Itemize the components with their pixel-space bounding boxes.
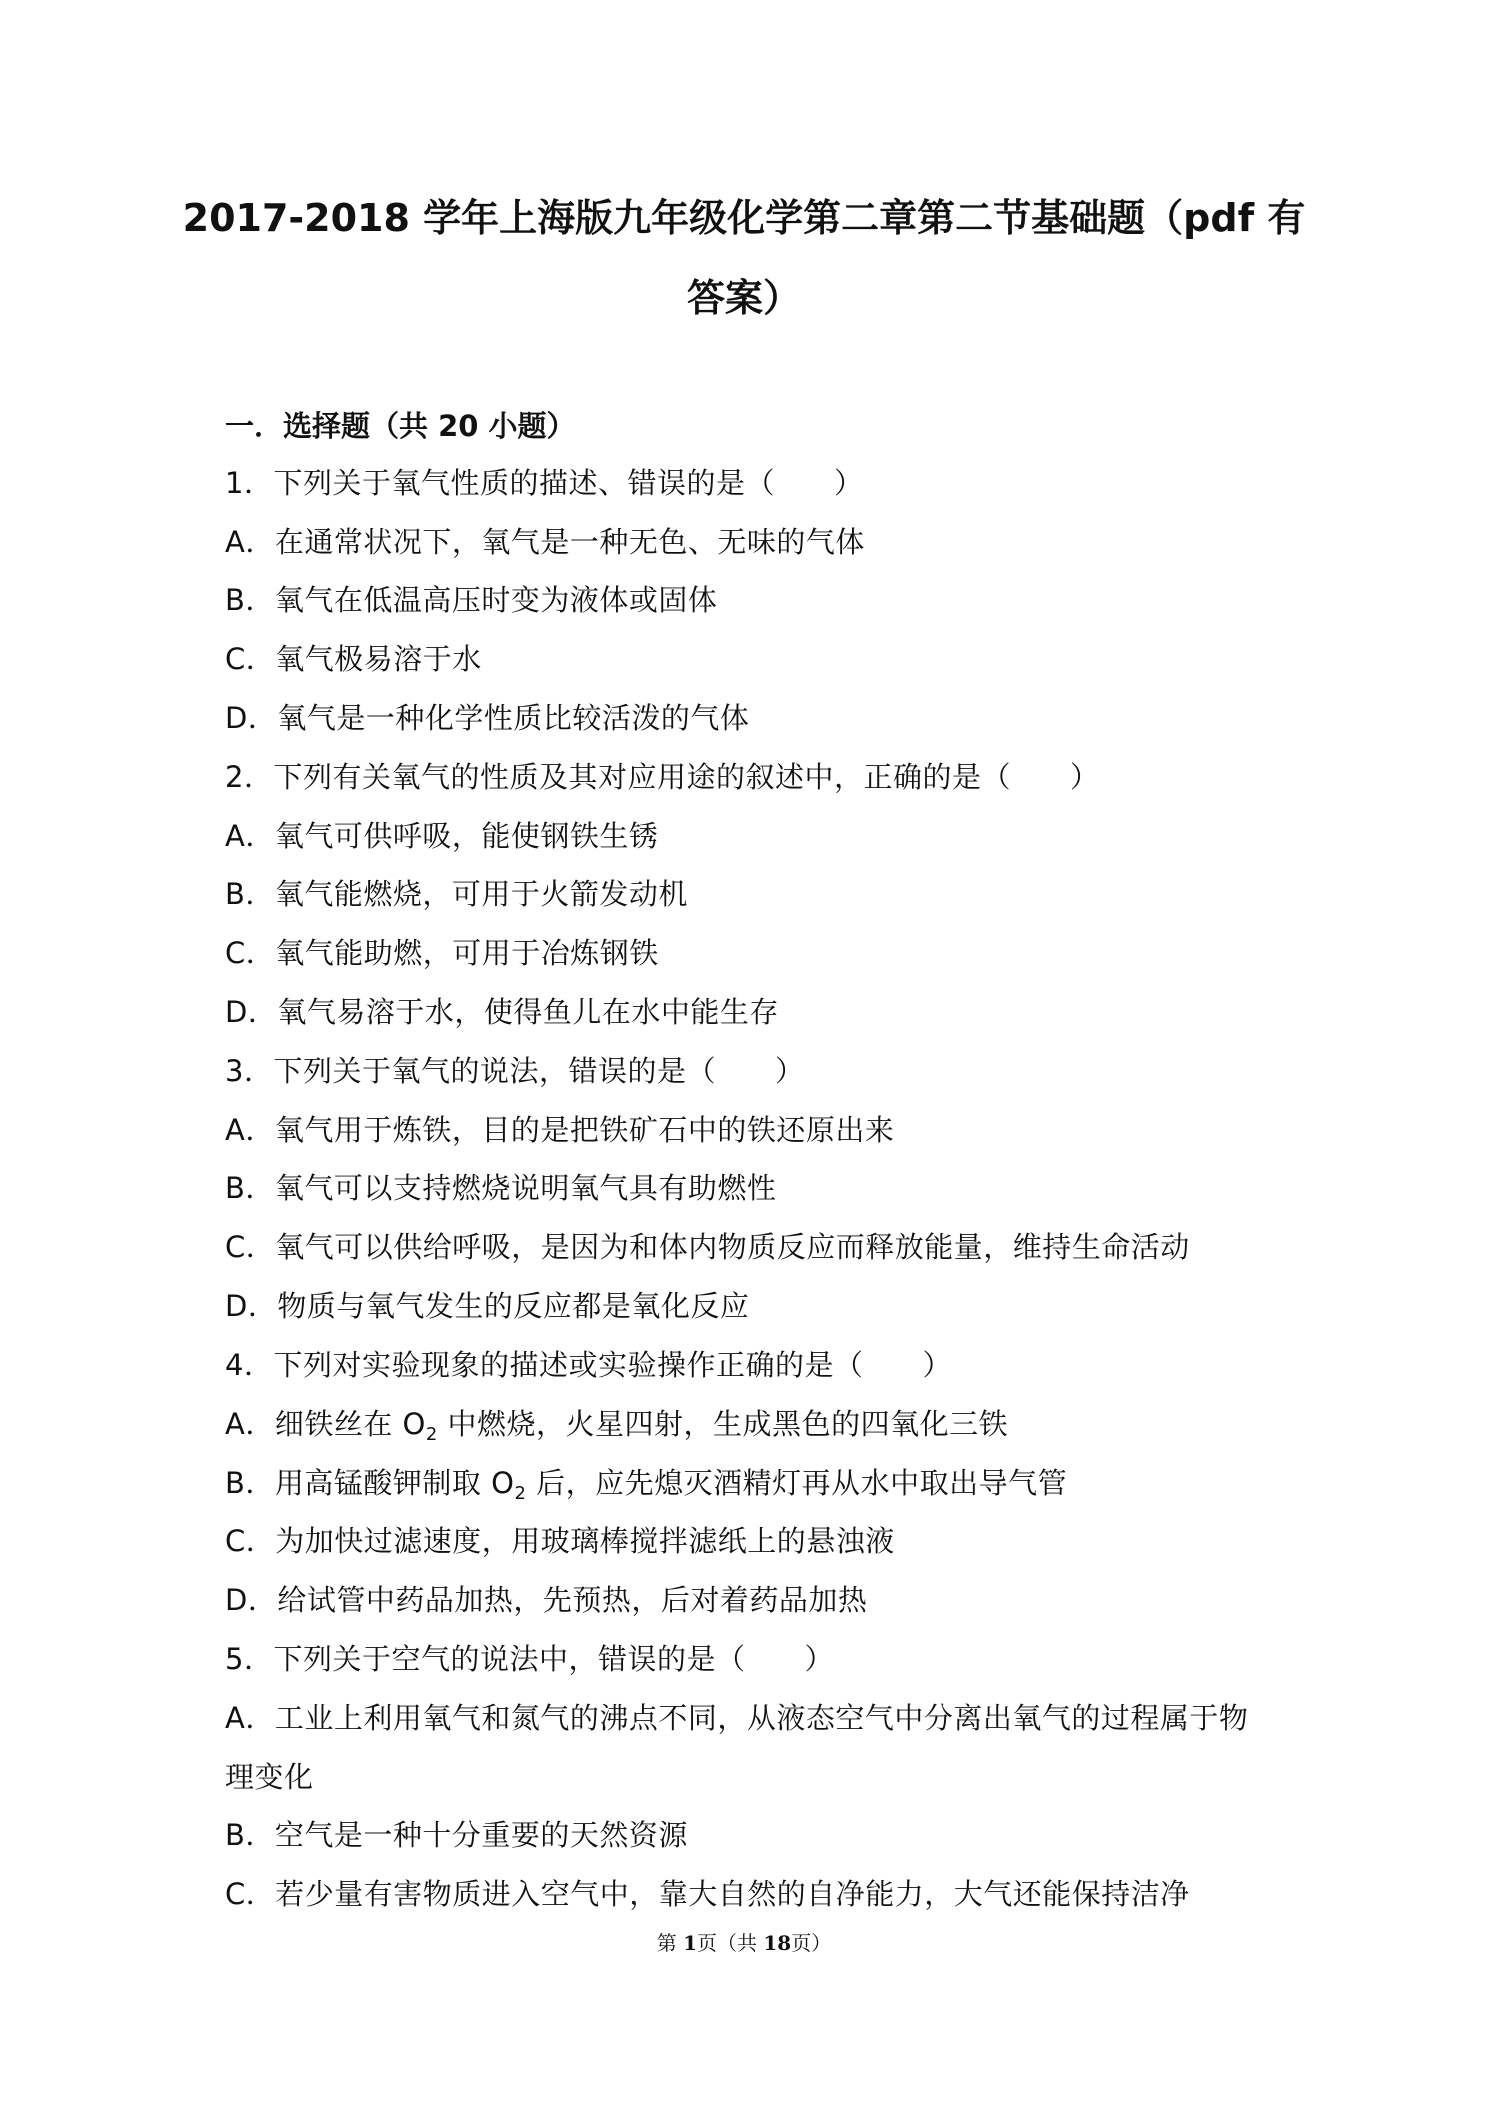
question-4-option-b-text-end: 后，应先熄灭酒精灯再从水中取出导气管	[526, 1466, 1068, 1500]
footer-page-number: 1	[683, 1931, 698, 1955]
footer-middle: 页（共	[697, 1931, 764, 1955]
question-4-option-c: C．为加快过滤速度，用玻璃棒搅拌滤纸上的悬浊液	[225, 1524, 895, 1558]
question-5: 5．下列关于空气的说法中，错误的是（ ）	[225, 1642, 834, 1676]
question-4: 4．下列对实验现象的描述或实验操作正确的是（ ）	[225, 1348, 952, 1382]
question-3: 3．下列关于氧气的说法，错误的是（ ）	[225, 1054, 805, 1088]
question-4-option-a	[225, 1406, 1008, 1453]
question-4-option-d: D．给试管中药品加热，先预热，后对着药品加热	[225, 1583, 868, 1617]
question-1-option-c: C．氧气极易溶于水	[225, 642, 482, 676]
footer-prefix: 第	[656, 1931, 684, 1955]
question-1: 1．下列关于氧气性质的描述、错误的是（ ）	[225, 466, 864, 500]
footer-suffix: 页）	[791, 1931, 832, 1955]
question-3-option-c: C．氧气可以供给呼吸，是因为和体内物质反应而释放能量，维持生命活动	[225, 1230, 1190, 1264]
section-heading: 一．选择题（共 20 小题）	[225, 409, 576, 443]
question-2-option-d: D．氧气易溶于水，使得鱼儿在水中能生存	[225, 995, 779, 1029]
question-2: 2．下列有关氧气的性质及其对应用途的叙述中，正确的是（ ）	[225, 760, 1100, 794]
question-1-option-b: B．氧气在低温高压时变为液体或固体	[225, 583, 718, 617]
page-footer	[0, 1930, 1488, 1956]
question-3-option-d: D．物质与氧气发生的反应都是氧化反应	[225, 1289, 750, 1323]
question-1-option-d: D．氧气是一种化学性质比较活泼的气体	[225, 701, 750, 735]
subscript-2: 2	[514, 1483, 527, 1504]
question-5-option-a-line-1: A．工业上利用氧气和氮气的沸点不同，从液态空气中分离出氧气的过程属于物	[225, 1701, 1249, 1735]
question-5-option-a-line-2: 理变化	[225, 1760, 314, 1794]
subscript-2: 2	[425, 1424, 438, 1445]
question-4-option-a-text-start: A．细铁丝在 O	[225, 1407, 426, 1441]
question-3-option-b: B．氧气可以支持燃烧说明氧气具有助燃性	[225, 1171, 777, 1205]
question-4-option-b-text-start: B．用高锰酸钾制取 O	[225, 1466, 515, 1500]
question-2-option-b: B．氧气能燃烧，可用于火箭发动机	[225, 877, 688, 911]
question-5-option-b: B．空气是一种十分重要的天然资源	[225, 1818, 688, 1852]
question-3-option-a: A．氧气用于炼铁，目的是把铁矿石中的铁还原出来	[225, 1113, 895, 1147]
question-1-option-a: A．在通常状况下，氧气是一种无色、无味的气体	[225, 525, 865, 559]
question-5-option-c: C．若少量有害物质进入空气中，靠大自然的自净能力，大气还能保持洁净	[225, 1877, 1190, 1911]
document-title-line-1: 2017-2018 学年上海版九年级化学第二章第二节基础题（pdf 有	[182, 196, 1306, 240]
question-4-option-b	[225, 1465, 1067, 1512]
footer-total-pages: 18	[763, 1931, 792, 1955]
question-2-option-c: C．氧气能助燃，可用于冶炼钢铁	[225, 936, 659, 970]
question-4-option-a-text-end: 中燃烧，火星四射，生成黑色的四氧化三铁	[437, 1407, 1009, 1441]
document-title-line-2: 答案）	[686, 276, 801, 320]
question-2-option-a: A．氧气可供呼吸，能使钢铁生锈	[225, 819, 659, 853]
